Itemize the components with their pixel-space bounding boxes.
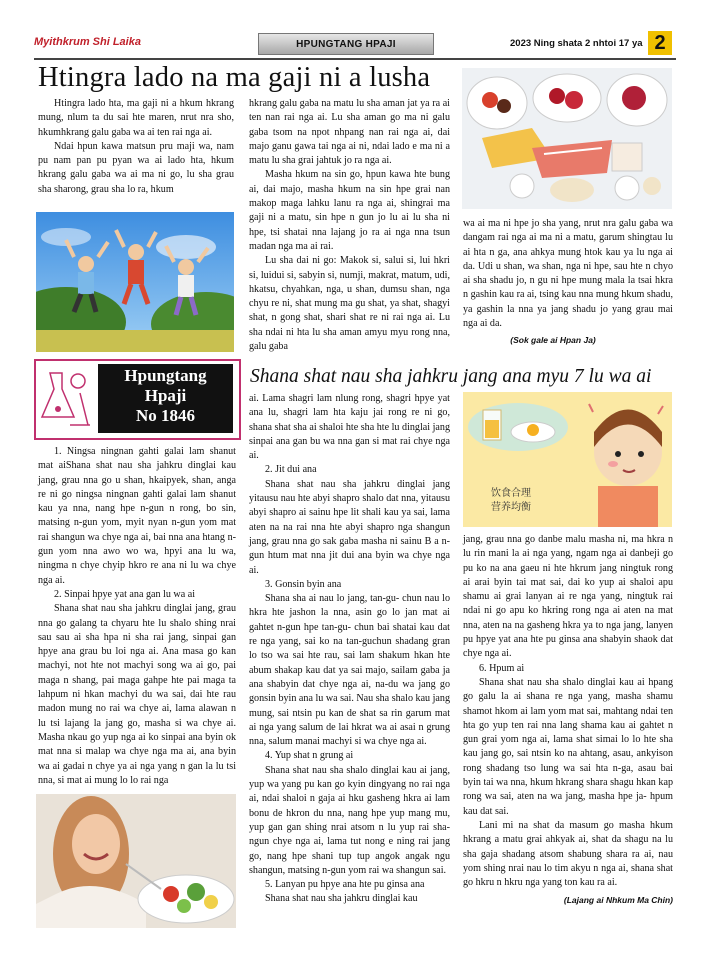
section-banner: HPUNGTANG HPAJI: [258, 33, 434, 55]
article1-column-2: [249, 97, 450, 354]
paragraph: 2. Jit dui ana: [265, 464, 317, 476]
logo-line-1: Hpungtang: [124, 366, 207, 385]
woman-eating-salad-photo: [36, 794, 236, 928]
paragraph: 2. Sinpai hpye yat ana gan lu wa ai: [54, 588, 195, 600]
paragraph: Lu sha dai ni go: Makok si, salui si, lui hkri si, luidui si, sabyin si, numji, makrat, matum, udi, hkatsu, chyahkan, nga, u shan, dumsu shan, nga chyu re ni, shat mung ma gu shat, ya shat, shagyi shat, n gong shat, shari shat re ni rai nga ai. Lu sha ndai ni hta lu sha aman amyu myu rong nna, galu gaba: [249, 255, 450, 353]
article2-column-3: [463, 533, 673, 908]
paragraph: 6. Hpum ai: [479, 662, 525, 674]
paragraph: jang, grau nna go danbe malu masha ni, ma hkra n lu rin mani la ai nga yang, ngam nga ai danbeji go pu ko na ana gaeu ni hte hkrum jang ningtuk rong ai arai byin tai mat sai, dai ko yup ai shaloi apu shamu ai grai lanyan ai re nga yang, ningtuk rai ndai ni go apu ko hkring rong nga ai aten na mat nna, aten na na gasheng hkra ya to nga jang, lanyen pu hpye yat ana hte pu ginsa ana shabyin shaok dat chye nga ai.: [463, 534, 673, 660]
article2-credit: (Lajang ai Nhkum Ma Chin): [563, 895, 673, 906]
paragraph: Shana sha ai nau lo jang, tan-gu- chun nau lo hkra hte jashon la nna, asin go lo jan mat ai gahtet n-gun hpe tan-gu- chun bai shatai kau dat re nga yang, sai ko na tan-guchun shadang gran lo tso wa sai hte rau, sai lam shakum hkan hte abum shakap kau dat ya sai majo, sailam gaba ja ana shabyin dat chye nga ai, na-du wa jang go gonsin byin ana lu wa sai. Nau sha shalo kau jang mung, sai ntsin pu kan de shat sa rin garum mat ai nga yang salum de lai hkrat wa ai asai n grung nna, salum manai machyi si wa chye nga ai.: [249, 593, 450, 748]
article1-headline: Htingra lado na ma gaji ni a lusha: [38, 62, 431, 93]
paragraph: wa ai ma ni hpe jo sha yang, nrut nra galu gaba wa dangam rai nga ai ma ni a matu, garum shingtau lu ai hta n ga, ana ahkya mung htok kau ya lu nga ai da. Udi u shan, wa shan, nga ni hpe, sau hte n chyo ai sha shadu jo, n gu ni hpe mung mala la tsai hkra n gashin kau ra ai, tsing kau nna mung hkum shadu, ya gashin la nna ya jang shadu jo yang grau mai nga ai da.: [463, 218, 673, 330]
publication-name: Myithkrum Shi Laika: [34, 36, 141, 48]
paragraph: Ndai hpun kawa matsun pru maji wa, nam pu nam pan pu pyan wa ai lado hta, hkum hkrang galu gaba wa ai ma ni go, lu sha grau sha sharong, grau sha lo ra, hkum: [38, 140, 234, 195]
logo-line-2: Hpaji: [144, 386, 187, 405]
article1-credit: (Sok gale ai Hpan Ja): [510, 335, 596, 346]
hpungtang-hpaji-logo: [34, 359, 241, 440]
paragraph: ai. Lama shagri lam nlung rong, shagri hpye yat ana lu, shagri lam hta kaju jai rong re ni go, shana shat sha ai shaloi hte sha hte lu dinglai jang sinpai ana gan bu wa nna gan si mat rai chye nga ai.: [249, 393, 450, 462]
article2-headline: Shana shat nau sha jahkru jang ana myu 7 lu wa ai: [250, 366, 652, 387]
cartoon-caption-line-2: 营养均衡: [491, 502, 531, 513]
children-jumping-photo: [36, 212, 234, 352]
paragraph: 5. Lanyan pu hpye ana hte pu ginsa ana: [265, 879, 425, 891]
paragraph: Shana shat nau sha shalo dinglai kau ai jang, yup wa yang pu kan go kyin dingyang no rai nga ai, ndai shaloi n gaja ai hku gasheng hkra ai lam bonu de hkron du nna, nang hpe yup mang mu, yup gan gan shing nrai atsom n lu yup rai sha- ngun chye nga ai, lama tut nong e ning rai jang go, nang hpe shani tup tup angok angak ngu shangun, matsing n-gun yom rai wa shangun sai.: [249, 764, 450, 876]
paragraph: 1. Ningsa ningnan gahti galai lam shanut mat aiShana shat nau sha jahkru dinglai kau jang, grau nna go u shan, hkaipyek, shan, anga re ni go ningsa ningnan gahti galai lam shanut kau ya nna, nang hpe n-gun n rong, bo sin, matsing n-gun yom, myit nyan n-gun yom mat rai shangun wa chye nga ai, bai nna ana htang n-gun yom nna awo wo wa, hpyi ana lu wa, ningma n chye chyip hkro re ana ni lu wa chye nga ai.: [38, 446, 236, 586]
paragraph: 4. Yup shat n grung ai: [265, 750, 354, 762]
logo-title-panel: [98, 364, 233, 433]
logo-line-3: No 1846: [135, 406, 196, 425]
article1-column-1: [38, 97, 234, 197]
issue-date: 2023 Ning shata 2 nhtoi 17 ya: [510, 38, 643, 49]
article1-column-3: [463, 217, 673, 348]
paragraph: 3. Gonsin byin ana: [265, 578, 342, 590]
balanced-diet-cartoon: [463, 392, 672, 527]
paragraph: Shana shat nau sha jahkru dinglai jang yitausu nau hte abyi shapro shalo dat nna, yitausu abyi shapro ai sainu hpe lit shali kau ya sai, lama aten na na rai nna hte abyi shapro nga shangun jang, grau nna go sak gaba masha ni sainu B a n-gun htum mat nna jit dui ana byin wa chye nga ai.: [249, 478, 450, 576]
article2-column-2: [249, 392, 450, 907]
header-rule: [34, 58, 676, 60]
paragraph: Htingra lado hta, ma gaji ni a hkum hkrang mung, nlum ta du sai hte maren, nrut nra sho, hkumhkrang galu gaba wa ai ten rai nga ai.: [38, 98, 234, 138]
page-number: 2: [648, 31, 672, 55]
laboratory-icon: [40, 365, 94, 433]
paragraph: hkrang galu gaba na matu lu sha aman jat ya ra ai ten nan rai nga ai. Lu sha aman go ma ni galu gaba tsom na npot nhpang nan rai nga ai, dai majo ganu gawa tai nga ai ni, ndai lado e ma ni a matu lu sha grai jahtuk jo ra nga ai.: [249, 98, 450, 167]
paragraph: Lani mi na shat da masum go masha hkum hkrang a matu grai ahkyak ai, shat da shagu na lu sha gaja shadang atsom shabung shara ra ai, nau yom shing nrai nau lo tim akyu n nga ai, shana shat go hkru n hkru nga yang ton kau ra ai.: [463, 819, 673, 889]
paragraph: Shana shat nau sha shalo dinglai kau ai hpang go galu la ai shana re nga yang, masha shamu shamot hkom ai lam yom mat sai, mahtang ndai ten hta go yup ten rai nna lang shama kau ai gahtet n gun grai yom nga ai, lama shat simai lo lo hte sha kau jang go, sai ntsin ko na ahtang, asau, ankyison rong shadang tso lung wa sai hta n-ga, asau bai byin tai wa nna, hkum hkrang shara shagu hkan kap rong wa sai, aten na wa jang, masha hpe ja- hpum kau dat sai.: [463, 676, 673, 817]
paragraph: Masha hkum na sin go, hpun kawa hte bung ai, dai majo, masha hkum na sin hpe grai nan makop maga lahku lanu ra nga ai, shingrai ma gaji ni a matu, sin hpe n gun jo lu ai lu sha ni hpe, tsi shatai nna lajang jo ra ai nga nna tsun madan nga ma ai rai.: [249, 169, 450, 252]
paragraph: Shana shat nau sha jahkru dinglai jang, grau nna go galang ta chyaru hte lu shalo shing nrai sau sau ai sha hpa ni sha rai jang, sinpai gan hpye ana grau bu loi nga ai. Ana masa go kan machyi, not hte not machyi song wa ai go, pai maga n shang, pai maga gahpe hte pai maga ta lahpum ni hkan machyi du wa sai, dai hte rau madon mung no rai wa chye ai, lama alawan n lu tsi lajang la jang go, masha si wa chye ai. Masha nkau go yup nga ai ko sinpai ana byin ok mat nna si malap wa chye nga ma ai, ana byin wa ai gadai n chye ya ai nga yang n gan la lu tsi nna, si mat ai mung lo lo rai nga: [38, 603, 236, 786]
paragraph: Shana shat nau sha jahkru dinglai kau: [265, 893, 418, 905]
cartoon-caption-line-1: 饮食合理: [491, 488, 531, 499]
healthy-food-photo: [462, 68, 672, 209]
article2-column-1: [38, 445, 236, 788]
